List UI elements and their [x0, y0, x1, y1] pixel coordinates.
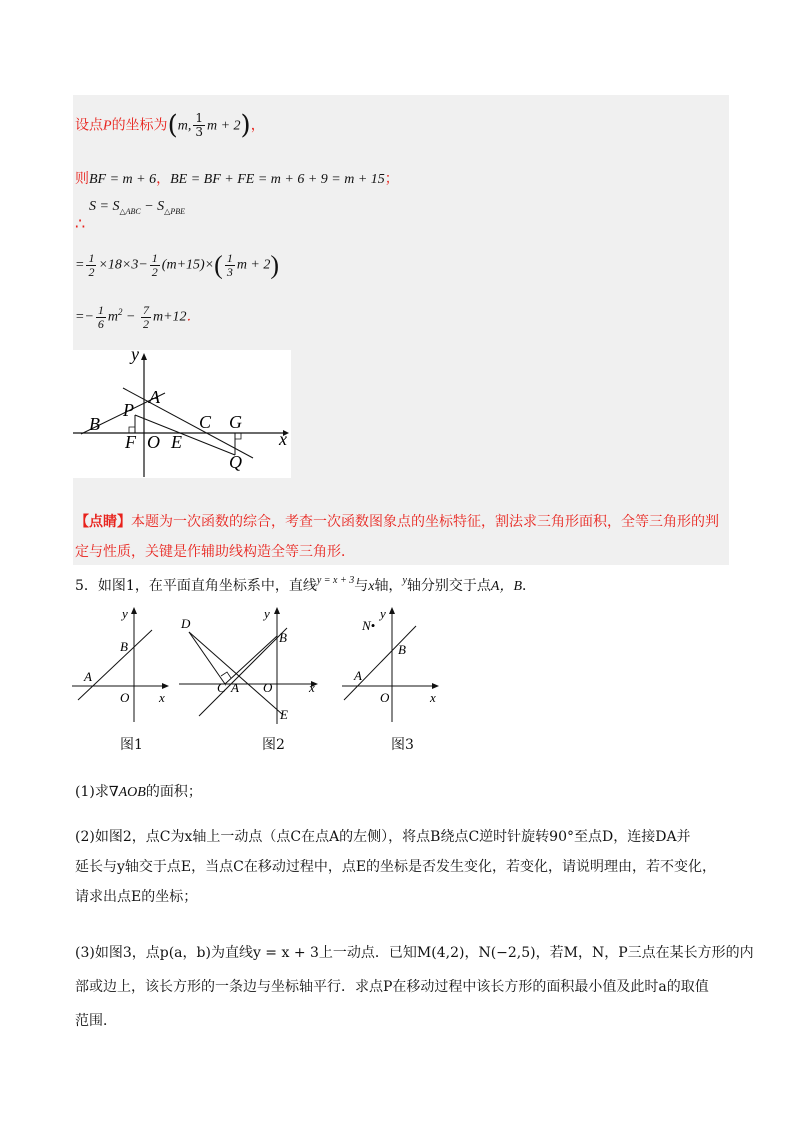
- text: ．: [522, 578, 536, 594]
- line-AB: [344, 626, 416, 700]
- figure-3: [340, 604, 445, 724]
- den: 6: [97, 317, 104, 331]
- eq: BF = m + 6: [89, 172, 157, 187]
- label-F: F: [125, 432, 136, 452]
- label-B: B: [398, 642, 406, 657]
- eq: m + 2: [236, 257, 271, 273]
- triangle: ∇AOB: [108, 785, 146, 800]
- eq: m+12: [152, 309, 187, 325]
- q2-line-1: 如图2，点C为x轴上一动点（点C在点A的左侧），将点B绕点C逆时针旋转90°至点D，连接DA并: [94, 829, 691, 845]
- text: 与: [354, 578, 369, 594]
- eq: S = S: [89, 199, 120, 214]
- therefore: ∴: [75, 214, 86, 233]
- q2-line-3: 请求出点E的坐标；: [75, 889, 198, 905]
- note-text: 本题为一次函数的综合，考查一次函数图象点的坐标特征，割法求三角形面积，全等三角形的判定与性质，关键是作辅助线构造全等三角形．: [75, 514, 719, 560]
- coord: m,: [177, 118, 192, 134]
- eq: − S: [140, 199, 165, 214]
- eq: ×18×3−: [98, 257, 148, 273]
- y-arrow: [274, 607, 280, 614]
- fig2-caption: 图2: [262, 737, 285, 753]
- solution-line-4: = $\frac{1}{2}$ ×18×3− $\frac{1}{2}$ (m+15)×( $\frac{1}{3}$ m + 2): [75, 250, 280, 280]
- text: 设点: [75, 117, 103, 134]
- eq: m: [107, 309, 119, 325]
- eq: BE = BF + FE = m + 6 + 9 = m + 15: [170, 172, 385, 187]
- den: 2: [142, 317, 149, 331]
- question-1: [75, 782, 202, 803]
- q2-line-2: 延长与y轴交于点E，当点C在移动过程中，点E的坐标是否发生变化，若变化，请说明理由，若不变化，: [75, 859, 717, 875]
- label-B: B: [120, 639, 128, 654]
- num: 1: [195, 111, 203, 125]
- sub: △PBE: [164, 206, 185, 216]
- den: 2: [88, 265, 95, 279]
- q-number: (2): [75, 829, 95, 845]
- seg-CB: [225, 636, 277, 684]
- eq: (m+15)×: [161, 257, 215, 273]
- y-arrow: [389, 607, 395, 614]
- label-N: N•: [362, 618, 376, 633]
- label-A: A: [354, 668, 362, 683]
- seg-DC: [189, 632, 225, 684]
- eq: =−: [75, 309, 94, 325]
- label-y: y: [264, 606, 270, 621]
- num: 1: [226, 251, 233, 265]
- fig3-caption: 图3: [391, 737, 414, 753]
- den: 3: [195, 125, 203, 139]
- solution-line-5: [75, 304, 201, 331]
- num: 1: [151, 251, 158, 265]
- note-tag: 【点睛】: [75, 514, 131, 530]
- line-AB: [78, 630, 152, 700]
- fig1-caption: 图1: [120, 737, 143, 753]
- label-O: O: [147, 432, 160, 452]
- eq: −: [122, 309, 139, 325]
- label-O: O: [120, 690, 130, 705]
- points: A，B: [490, 579, 522, 594]
- figure-main: [73, 350, 291, 478]
- solution-line-1: 设点P的坐标为(m, $\frac{1}{3}$ m + 2)，: [75, 110, 265, 141]
- text: 轴，: [374, 578, 403, 594]
- label-D: D: [181, 616, 191, 631]
- label-A: A: [84, 669, 92, 684]
- sup: 2: [118, 307, 123, 318]
- label-A: A: [231, 680, 239, 695]
- text: 轴分别交于点: [406, 578, 491, 594]
- text: 如图1，在平面直角坐标系中，直线: [97, 578, 317, 594]
- var: x: [368, 579, 375, 594]
- label-x: x: [159, 690, 165, 705]
- label-x: x: [279, 429, 287, 449]
- q-number: (3): [75, 945, 95, 961]
- solution-line-2: [75, 168, 399, 188]
- q3-line-2: 部或边上，该长方形的一条边与坐标轴平行．求点P在移动过程中该长方形的面积最小值及此时a的取值: [75, 979, 709, 995]
- label-B: B: [279, 630, 287, 645]
- question-2: [75, 822, 735, 912]
- x-arrow: [162, 683, 169, 689]
- label-y: y: [122, 606, 128, 621]
- var: P: [103, 118, 112, 134]
- label-y: y: [380, 606, 386, 621]
- text: ，: [250, 117, 265, 134]
- text: 的坐标为: [111, 117, 168, 134]
- label-P: P: [123, 400, 134, 420]
- figure-bg: [73, 350, 291, 478]
- note-box: [75, 507, 727, 567]
- q-number: (1): [75, 784, 95, 800]
- solution-line-3: [75, 198, 185, 233]
- text: ；: [384, 171, 399, 187]
- q3-line-1: 如图3，点p(a，b)为直线y = x + 3上一动点．已知M(4,2)，N(−2,5)，若M，N，P三点在某长方形的内: [94, 945, 754, 961]
- label-x: x: [309, 680, 315, 695]
- text: 则: [75, 171, 89, 187]
- den: 3: [226, 265, 233, 279]
- problem-intro: [75, 576, 536, 598]
- sub: △ABC: [119, 206, 141, 216]
- coord: m + 2: [206, 118, 241, 134]
- label-E: E: [171, 432, 182, 452]
- equation: y = x + 3: [316, 575, 355, 586]
- label-A: A: [149, 387, 160, 407]
- q3-line-3: 范围．: [75, 1013, 117, 1029]
- right-angle-C: [221, 672, 231, 678]
- label-Q: Q: [229, 452, 242, 472]
- figure-2: [177, 604, 322, 726]
- label-O: O: [263, 680, 273, 695]
- eq: =: [75, 257, 85, 273]
- label-B: B: [89, 414, 100, 434]
- line-AB: [199, 628, 287, 716]
- var: y: [402, 575, 407, 586]
- label-G: G: [229, 412, 242, 432]
- label-C: C: [217, 680, 226, 695]
- label-x: x: [430, 690, 436, 705]
- num: 1: [97, 303, 104, 317]
- x-arrow: [432, 683, 439, 689]
- text: 求: [94, 784, 109, 800]
- den: 2: [151, 265, 158, 279]
- label-E: E: [280, 707, 288, 722]
- label-y: y: [131, 350, 139, 364]
- text: ．: [186, 309, 201, 325]
- problem-number: 5．: [75, 578, 98, 594]
- text: 的面积；: [145, 784, 202, 800]
- text: ，: [156, 171, 171, 187]
- y-arrow: [131, 607, 137, 614]
- figure-1: [72, 604, 172, 724]
- label-O: O: [380, 690, 390, 705]
- question-3: [75, 936, 754, 1038]
- label-C: C: [199, 412, 212, 432]
- num: 1: [88, 251, 95, 265]
- num: 7: [142, 303, 149, 317]
